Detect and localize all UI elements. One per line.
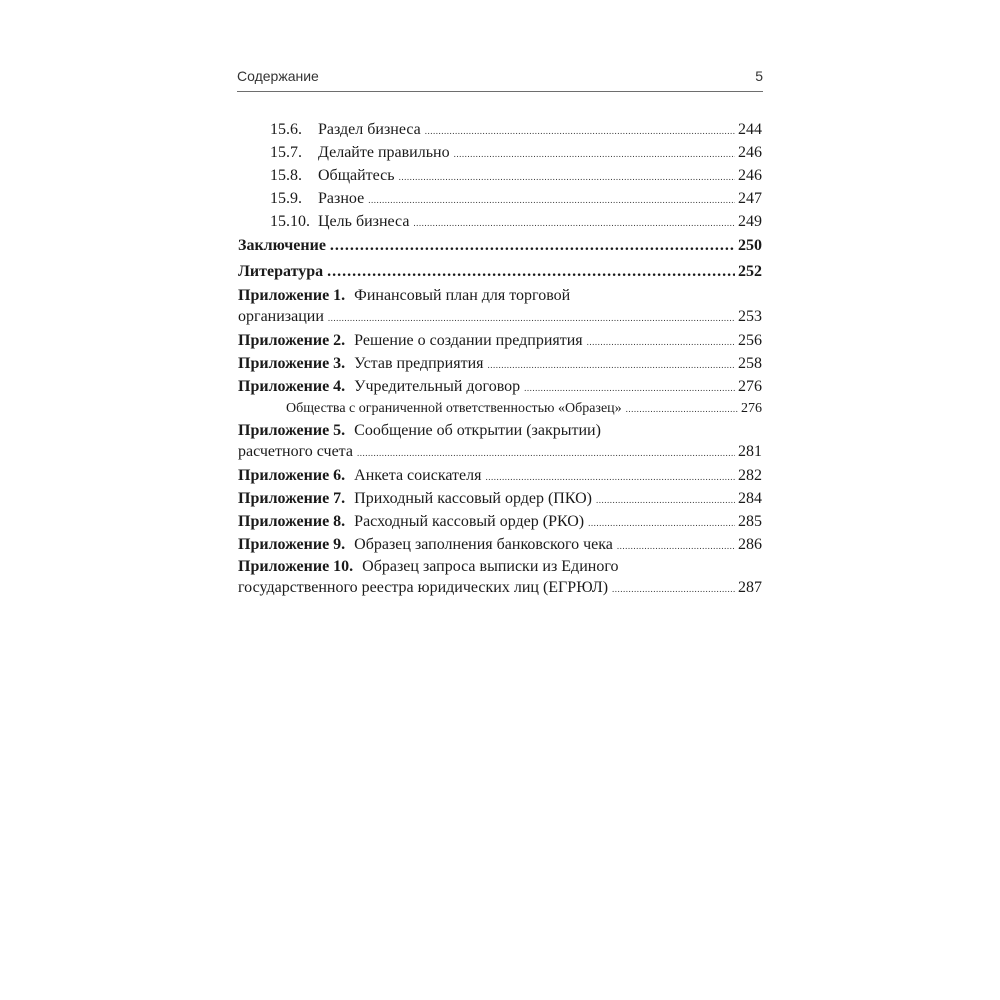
dot-leader (588, 512, 735, 535)
toc-entry-appendix-1[interactable] (238, 285, 762, 329)
appendix-label: Приложение 10. (238, 558, 354, 575)
appendix-title: Образец запроса выписки из Единого (362, 558, 619, 575)
appendix-title: Решение о создании предприятия (354, 332, 583, 349)
toc-entry-15-10[interactable] (238, 210, 762, 233)
dot-leader (399, 166, 735, 189)
toc-entry-appendix-3[interactable] (238, 352, 762, 375)
page-number: 5 (755, 68, 763, 84)
section-number: 15.10. (270, 213, 310, 230)
dot-leader (454, 143, 735, 166)
page-ref: 253 (738, 308, 762, 325)
toc-entry-literature[interactable] (238, 259, 762, 285)
section-title: Раздел бизнеса (318, 121, 421, 138)
page-ref: 252 (738, 263, 762, 280)
page-ref: 287 (738, 579, 762, 596)
page-ref: 258 (738, 355, 762, 372)
running-header (237, 64, 763, 92)
page-ref: 246 (738, 167, 762, 184)
toc-entry-conclusion[interactable] (238, 233, 762, 259)
appendix-label: Приложение 6. (238, 467, 346, 484)
appendix-title: Устав предприятия (354, 355, 484, 372)
dot-leader (524, 377, 735, 400)
section-number: 15.9. (270, 190, 302, 207)
appendix-subtitle: Общества с ограниченной ответственностью «Образец» (286, 401, 622, 416)
page-ref: 285 (738, 513, 762, 530)
page-ref: 244 (738, 121, 762, 138)
page-ref: 249 (738, 213, 762, 230)
dot-leader (488, 354, 735, 377)
appendix-title: Расходный кассовый ордер (РКО) (354, 513, 585, 530)
appendix-label: Приложение 7. (238, 490, 346, 507)
section-title: Цель бизнеса (318, 213, 410, 230)
dot-leader (413, 212, 735, 235)
toc-entry-appendix-9[interactable] (238, 533, 762, 556)
toc-entry-appendix-2[interactable] (238, 329, 762, 352)
entry-title: Заключение (238, 237, 326, 254)
section-title: Общайтесь (318, 167, 395, 184)
header-title: Содержание (237, 68, 319, 84)
toc-entry-appendix-10[interactable] (238, 556, 762, 600)
page-ref: 281 (738, 443, 762, 460)
appendix-title: Приходный кассовый ордер (ПКО) (354, 490, 593, 507)
toc-entry-15-7[interactable] (238, 141, 762, 164)
appendix-label: Приложение 4. (238, 378, 346, 395)
toc-entry-appendix-4-sub[interactable] (238, 398, 762, 420)
toc-entry-appendix-5[interactable] (238, 420, 762, 464)
toc-entry-15-8[interactable] (238, 164, 762, 187)
appendix-label: Приложение 9. (238, 536, 346, 553)
appendix-label: Приложение 1. (238, 287, 346, 304)
table-of-contents (238, 118, 762, 600)
appendix-label: Приложение 5. (238, 422, 346, 439)
toc-entry-appendix-4[interactable] (238, 375, 762, 398)
page-ref: 284 (738, 490, 762, 507)
page-ref: 250 (738, 237, 762, 254)
appendix-title-cont: государственного реестра юридических лиц (ЕГРЮЛ) (238, 579, 609, 596)
dot-leader (330, 233, 735, 259)
dot-leader (368, 189, 735, 212)
dot-leader (425, 120, 735, 143)
section-number: 15.6. (270, 121, 302, 138)
appendix-title: Анкета соискателя (354, 467, 482, 484)
appendix-title: Образец заполнения банковского чека (354, 536, 613, 553)
toc-entry-15-6[interactable] (238, 118, 762, 141)
dot-leader (612, 579, 735, 600)
toc-entry-appendix-8[interactable] (238, 510, 762, 533)
section-number: 15.8. (270, 167, 302, 184)
appendix-label: Приложение 2. (238, 332, 346, 349)
dot-leader (617, 535, 735, 558)
section-number: 15.7. (270, 144, 302, 161)
toc-entry-appendix-7[interactable] (238, 487, 762, 510)
page-ref: 247 (738, 190, 762, 207)
appendix-label: Приложение 3. (238, 355, 346, 372)
dot-leader (485, 466, 735, 489)
dot-leader (587, 331, 735, 354)
appendix-title-cont: организации (238, 308, 324, 325)
toc-entry-15-9[interactable] (238, 187, 762, 210)
page-ref: 246 (738, 144, 762, 161)
page-ref: 276 (741, 401, 762, 416)
appendix-title: Учредительный договор (354, 378, 521, 395)
dot-leader (328, 308, 735, 329)
dot-leader (327, 259, 735, 285)
appendix-label: Приложение 8. (238, 513, 346, 530)
page-ref: 282 (738, 467, 762, 484)
entry-title: Литература (238, 263, 324, 280)
appendix-title: Сообщение об открытии (закрытии) (354, 422, 601, 439)
page-ref: 286 (738, 536, 762, 553)
page-ref: 256 (738, 332, 762, 349)
section-title: Делайте правильно (318, 144, 450, 161)
section-title: Разное (318, 190, 365, 207)
page-ref: 276 (738, 378, 762, 395)
appendix-title: Финансовый план для торговой (354, 287, 571, 304)
dot-leader (357, 443, 735, 464)
toc-entry-appendix-6[interactable] (238, 464, 762, 487)
appendix-title-cont: расчетного счета (238, 443, 353, 460)
dot-leader (626, 398, 738, 420)
dot-leader (596, 489, 735, 512)
